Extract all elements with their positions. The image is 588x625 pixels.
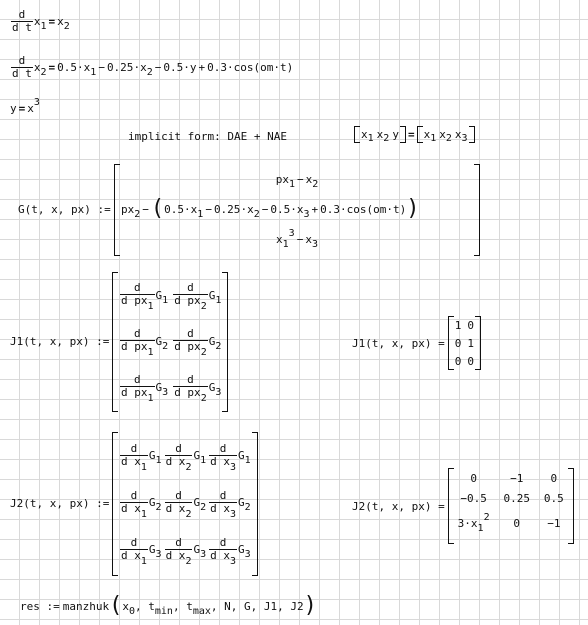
lhs-row-vector: x 1 x 2 y bbox=[354, 126, 406, 143]
j2-cell: $\frac{d}{\text{d x1}}$ G 2 bbox=[121, 488, 162, 520]
j2-cell: $\frac{d}{\text{d x2}}$ G 2 bbox=[165, 488, 207, 520]
j1-cell-3-1: $\frac{d}{\text{d px1}}$ G 3 bbox=[121, 373, 169, 404]
j2-cell: $\frac{d}{\text{d x1}}$ G 1 bbox=[121, 441, 162, 473]
vector-assignment[interactable]: x 1 x 2 y = x 1 x 2 x 3 bbox=[354, 120, 475, 148]
j1-cell-1-2: $\frac{d}{\text{d px2}}$ G 1 bbox=[174, 281, 222, 312]
j2-cell: $\frac{d}{\text{d x2}}$ G 3 bbox=[165, 535, 207, 567]
equation-dx2[interactable]: $\frac{d}{\text{d t}}$ x 2 = 0.5 · x 1 − 0.25 · x 2 − 0.5 · y + 0.3 · cos (om·t) bbox=[12, 53, 294, 80]
j2-result[interactable]: J2(t, x, px) = 0 −1 0 −0.5 0.25 0.5 3·x 1 2 0 −1 bbox=[352, 468, 574, 544]
equation-y[interactable]: y = x 3 bbox=[10, 96, 40, 115]
res-assignment[interactable]: res := manzhuk ( x 0 , t min , t max , N , G , J1 , J2 ) bbox=[20, 593, 317, 618]
j1-cell-2-1: $\frac{d}{\text{d px1}}$ G 2 bbox=[121, 327, 169, 358]
j1-result-matrix: 1 0 0 1 0 0 bbox=[448, 316, 481, 370]
j2-cell: $\frac{d}{\text{d x3}}$ G 3 bbox=[210, 535, 251, 567]
j2-jacobian-matrix[interactable] bbox=[112, 432, 258, 576]
j2-cell: $\frac{d}{\text{d x3}}$ G 1 bbox=[210, 441, 251, 473]
g-definition-label[interactable]: G(t, x, px) := bbox=[18, 202, 111, 216]
g-row-2: px 2 − ( 0.5 · x 1 − 0.25 · x 2 − 0.5 · x 3 + 0.3 · cos (om·t) ) bbox=[121, 196, 420, 221]
derivative-operator: $\frac{d}{\text{d t}}$ bbox=[12, 7, 32, 34]
g-column-matrix bbox=[114, 164, 480, 256]
j2-cell: $\frac{d}{\text{d x2}}$ G 1 bbox=[165, 441, 207, 473]
function-name: manzhuk bbox=[62, 599, 110, 613]
g-row-1: px 1 − x 2 bbox=[275, 172, 319, 190]
implicit-form-label[interactable]: implicit form: DAE + NAE bbox=[128, 129, 287, 143]
var-x: x bbox=[33, 14, 41, 28]
g-vector[interactable] bbox=[114, 164, 480, 256]
j1-cell-1-1: $\frac{d}{\text{d px1}}$ G 1 bbox=[121, 281, 169, 312]
j1-jacobian-matrix[interactable] bbox=[112, 272, 228, 412]
j2-cell: $\frac{d}{\text{d x1}}$ G 3 bbox=[121, 535, 162, 567]
g-row-3: x 1 3 − x 3 bbox=[276, 227, 318, 250]
j1-cell-3-2: $\frac{d}{\text{d px2}}$ G 3 bbox=[174, 373, 222, 404]
equals-sign: = bbox=[48, 14, 56, 28]
j1-result[interactable]: J1(t, x, px) = 1 0 0 1 0 0 bbox=[352, 316, 481, 370]
rhs-row-vector: x 1 x 2 x 3 bbox=[417, 126, 475, 143]
j1-definition-label[interactable]: J1(t, x, px) := bbox=[10, 334, 110, 348]
j2-cell: $\frac{d}{\text{d x3}}$ G 2 bbox=[210, 488, 251, 520]
derivative-operator: $\frac{d}{\text{d t}}$ bbox=[12, 53, 32, 80]
j1-cell-2-2: $\frac{d}{\text{d px2}}$ G 2 bbox=[174, 327, 222, 358]
j2-result-matrix: 0 −1 0 −0.5 0.25 0.5 3·x 1 2 0 −1 bbox=[448, 468, 574, 544]
equation-dx1[interactable]: $\frac{d}{\text{d t}}$ x 1 = x 2 bbox=[12, 7, 70, 34]
j2-definition-label[interactable]: J2(t, x, px) := bbox=[10, 496, 110, 510]
